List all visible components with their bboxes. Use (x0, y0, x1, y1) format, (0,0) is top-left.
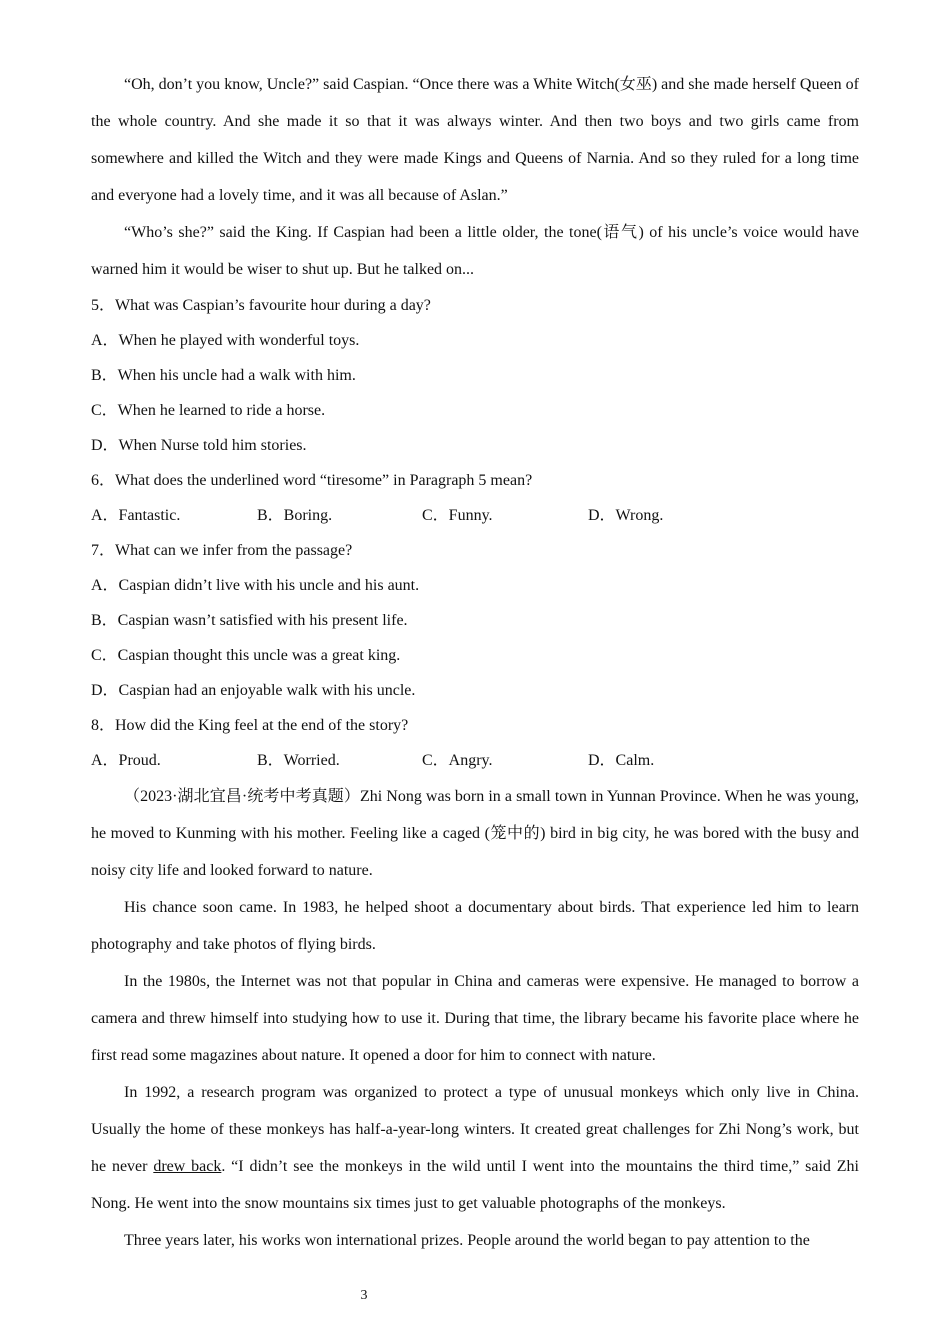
passage2-paragraph-3: In the 1980s, the Internet was not that popular in China and cameras were expensive. He managed to borrow a camera and threw himself into studying how to use it. During that time, the library became his favorite place where he first read some magazines about nature. It opened a door for him to connect with nature. (91, 973, 859, 1064)
question-6-option-b: B．Boring. (257, 507, 333, 524)
question-7-option-b: B．Caspian wasn’t satisfied with his present life. (91, 612, 408, 629)
page-content (91, 66, 859, 1259)
question-8-option-b: B．Worried. (257, 752, 340, 769)
question-8-stem: 8．How did the King feel at the end of the story? (91, 717, 409, 734)
question-7-option-d: D．Caspian had an enjoyable walk with his uncle. (91, 682, 416, 699)
question-6 (91, 463, 859, 533)
question-8-option-c: C．Angry. (422, 752, 493, 769)
question-5-option-b: B．When his uncle had a walk with him. (91, 367, 356, 384)
question-6-stem: 6．What does the underlined word “tiresome” in Paragraph 5 mean? (91, 472, 533, 489)
page-number: 3 (360, 1288, 368, 1303)
passage2-paragraph-2: His chance soon came. In 1983, he helped shoot a documentary about birds. That experience led him to learn photography and take photos of flying birds. (91, 899, 859, 953)
underlined-phrase: drew back (153, 1158, 222, 1175)
passage2-paragraph-1: （2023·湖北宜昌·统考中考真题）Zhi Nong was born in a small town in Yunnan Province. When he was young, he moved to Kunming with his mother. Feeling like a caged (笼中的) bird in big city, he was bored with the busy and noisy city life and looked forward to nature. (91, 788, 859, 879)
question-6-option-a: A．Fantastic. (91, 507, 181, 524)
question-8-option-d: D．Calm. (588, 752, 655, 769)
passage2-paragraph-4 (91, 1074, 859, 1222)
passage2-paragraph-4-start: In 1992, a research program was organized to protect a type of unusual monkeys which only live in China. Usually the home of these monkeys has half-a-year-long winters. It created great challenges for Zhi Nong’s work, but he never (91, 1084, 859, 1175)
question-5 (91, 288, 859, 463)
question-8-options (91, 743, 859, 778)
question-7 (91, 533, 859, 708)
question-6-option-c: C．Funny. (422, 507, 493, 524)
question-8 (91, 708, 859, 778)
question-6-option-d: D．Wrong. (588, 507, 664, 524)
question-5-stem: 5．What was Caspian’s favourite hour during a day? (91, 297, 431, 314)
passage2-paragraph-4-end: . “I didn’t see the monkeys in the wild until I went into the mountains the third time,” said Zhi Nong. He went into the snow mountains six times just to get valuable photographs of the monkeys. (91, 1158, 859, 1212)
passage1-paragraph-1: “Oh, don’t you know, Uncle?” said Caspian. “Once there was a White Witch(女巫) and she made herself Queen of the whole country. And she made it so that it was always winter. And then two boys and two girls came from somewhere and killed the Witch and they were made Kings and Queens of Narnia. And so they ruled for a long time and everyone had a lovely time, and it was all because of Aslan.” (91, 76, 859, 204)
question-8-option-a: A．Proud. (91, 752, 161, 769)
question-6-options (91, 498, 859, 533)
question-5-option-a: A．When he played with wonderful toys. (91, 332, 360, 349)
question-7-stem: 7．What can we infer from the passage? (91, 542, 353, 559)
passage2-paragraph-5: Three years later, his works won international prizes. People around the world began to pay attention to the (124, 1232, 810, 1249)
question-5-option-d: D．When Nurse told him stories. (91, 437, 307, 454)
question-5-option-c: C．When he learned to ride a horse. (91, 402, 326, 419)
passage1-paragraph-2: “Who’s she?” said the King. If Caspian had been a little older, the tone(语气) of his uncle’s voice would have warned him it would be wiser to shut up. But he talked on... (91, 224, 859, 278)
question-7-option-a: A．Caspian didn’t live with his uncle and his aunt. (91, 577, 420, 594)
question-7-option-c: C．Caspian thought this uncle was a great king. (91, 647, 401, 664)
